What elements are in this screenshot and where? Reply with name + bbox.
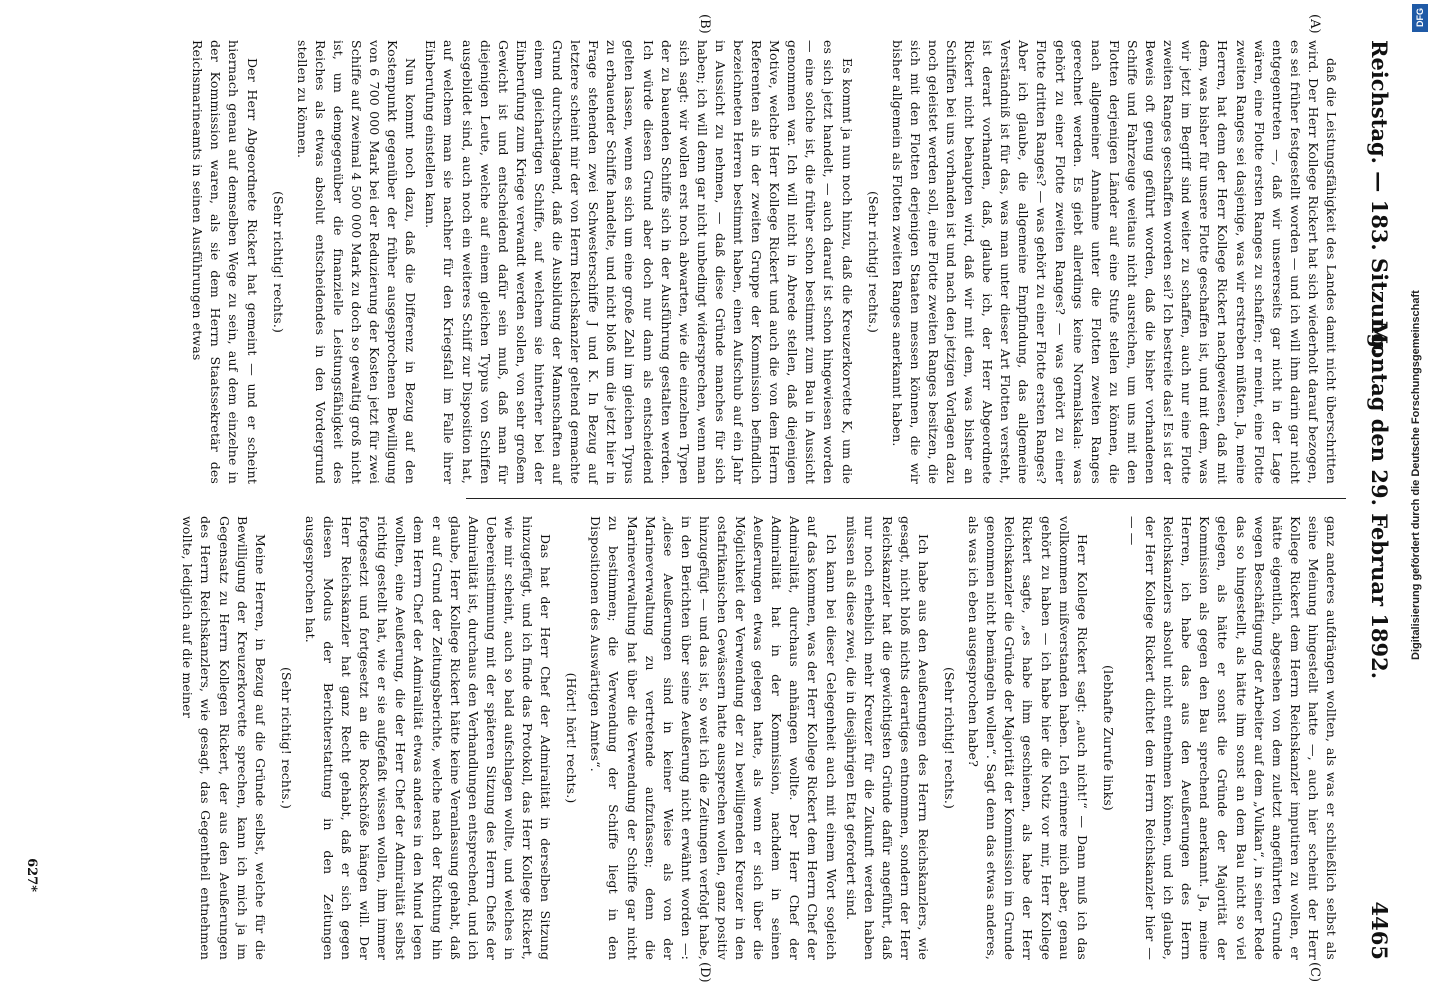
right-paragraph-1: ganz anderes aufdrängen wollten, als was er schließlich selbst als seine Meinung hingestellt hatte —, auch hier scheint der Herr Kollege Rickert dem Herrn Reichskanzler imputiren zu wollen, er hätte eigentlich, abgesehen von dem zuletzt angeführten Grunde wegen Beschäftigung der Arbeiter auf dem „Vulkan“, in seiner Rede das so hingestellt, als hätte ihm sonst an dem Bau nicht so viel gelegen, als hätte er sonst die Gründe der Majorität der Kommission als gegen den Bau sprechend anerkannt. Ja, meine Herren, ich habe das aus den Aeußerungen des Herrn Reichskanzlers absolut nicht entnehmen können, und ich glaube, der Herr Kollege Rickert dichtet dem Herrn Reichskanzler hier — — —: [1124, 516, 1339, 960]
page-header: [1360, 40, 1392, 960]
header-left: Reichstag. — 183. Sitzung.: [1367, 40, 1392, 356]
right-paragraph-2: Herr Kollege Rickert sagt: „auch nicht!“ — Dann muß ich das vollkommen mißverstanden haben. Ich erinnere mich aber, genau gehört zu haben — ich habe hier die Notiz vor mir, Herr Kollege Rickert sagte, „es habe ihm geschienen, als habe der Herr Reichskanzler die Gründe der Majorität der Kommission im Grunde genommen nicht bemängeln wollen“. Sagt denn das etwas anderes, als was ich eben ausgesprochen habe?: [966, 516, 1090, 960]
left-column: [190, 40, 1340, 484]
right-column: [180, 516, 1340, 960]
column-divider: [466, 498, 1346, 499]
header-date: Montag den 29. Februar 1892.: [1367, 320, 1392, 680]
dfg-logo: DFG: [1412, 4, 1428, 32]
right-paragraph-4: Ich kann bei dieser Gelegenheit auch mit einem Wort sogleich auf das kommen, was der Herr Kollege Rickert dem Herrn Chef der Admiralität, durchaus anhängen wollte. Der Herr Chef der Admiralität hat in der Kommission, nachdem in seinen Aeußerungen etwas gelegen hatte, als wenn er sich über die Möglichkeit der Verwendung der zu bewilligenden Kreuzer in den ostafrikanischen Gewässern hatte aussprechen wollen, ganz positiv hinzugefügt — und das ist, so weit ich die Zeitungen verfolgt habe, in den Berichten über seine Aeußerung nicht erwähnt worden —: „diese Aeußerungen sind in keiner Weise als von der Marineverwaltung zu vertretende aufzufassen; denn die Marineverwaltung hat über die Verwendung der Schiffe gar nicht zu bestimmen; die Verwendung der Schiffe liegt in den Dispositionen des Auswärtigen Amtes“.: [588, 516, 839, 960]
right-note-1: (lebhafte Zurufe links): [1100, 665, 1116, 811]
left-note-2: (Sehr richtig! rechts.): [270, 190, 286, 334]
right-note-3: (Hört! hört! rechts.): [564, 672, 580, 804]
dfg-credit-text: Digitalisierung gefördert durch die Deutsche Forschungsgemeinschaft: [1410, 290, 1422, 660]
margin-marker-d: (D): [697, 962, 712, 983]
right-paragraph-6: Meine Herren, in Bezug auf die Gründe selbst, welche für die Bewilligung der Kreuzerkorvette sprechen, kann ich mich ja im Gegensatz zu Herrn Kollegen Rickert, der aus den Aeußerungen des Herrn Reichskanzlers, wie gesagt, das Gegentheil entnehmen wollte, lediglich auf die meiner: [180, 516, 268, 960]
right-paragraph-3: Ich habe aus den Aeußerungen des Herrn Reichskanzlers, wie gesagt, nicht bloß nichts derartiges entnommen, sondern der Herr Reichskanzler hat die gewichtigsten Gründe dafür angeführt, daß nur noch erheblich mehr Kreuzer für die Zukunft werden haben müssen als diese zwei, die in diesjährigen Etat gefordert sind.: [843, 516, 932, 960]
left-paragraph-3: Nun kommt noch dazu, daß die Differenz in Bezug auf den Kostenpunkt gegenüber der früher ausgesprochenen Bewilligung von 6 700 000 Mark bei der Reduzierung der Kosten jetzt für zwei Schiffe auf zweimal 4 500 000 Mark zu doch so gewaltig groß nicht ist, um demgegenüber die finanzielle Leistungsfähigkeit des Reiches als etwas absolut entscheidendes in den Vordergrund stellen zu können.: [294, 40, 419, 484]
left-note-1: (Sehr richtig! rechts.): [865, 190, 881, 334]
left-paragraph-2: Es kommt ja nun noch hinzu, daß die Kreuzerkorvette K, um die es sich jetzt handelt, — auch darauf ist schon hingewiesen worden — eine solche ist, die früher schon bestimmt zum Bau in Aussicht genommen war. Ich will nicht in Abrede stellen, daß diejenigen Motive, welche Herr Kollege Rickert und auch die von dem Herrn Referenten als in der zweiten Gruppe der Kommission befindlich bezeichneten Herren bestimmt haben, einen Aufschub auf ein Jahr in Aussicht zu nehmen, — daß diese Gründe manches für sich haben; ich will denn gar nicht unbedingt widersprechen, wenn man sich sagt: wir wollen erst noch abwarten, wie die einzelnen Typen der zu bauenden Schiffe sich in der Ausführung gestalten werden. Ich würde diesen Grund aber doch nur dann als entscheidend gelten lassen, wenn es sich um eine große Zahl im gleichen Typus zu erbauender Schiffe handelte, und nicht bloß um die jetzt hier in Frage stehenden zwei Schwesterschiffe J und K. In Bezug auf letztere scheint mir der von Herrn Reichskanzler geltend gemachte Grund durchschlagend, daß die Ausbildung der Mannschaften auf einem gleichartigen Schiffe, auf welchem sie hinterher bei der Einberufung zum Kriege verwandt werden sollen, von sehr großem Gewicht ist und entscheidend dafür sein muß, daß man für diejenigen Leute, welche auf einem gleichen Typus von Schiffen ausgebildet sind, auch noch ein weiteres Schiff zur Disposition hat, auf welchem man sie nachher für den Kriegsfall im Falle ihrer Einberufung einstellen kann.: [423, 40, 855, 484]
margin-marker-c: (C): [1307, 962, 1322, 983]
margin-marker-b: (B): [697, 14, 712, 34]
right-note-2: (Sehr richtig! rechts.): [942, 666, 958, 810]
margin-marker-a: (A): [1307, 14, 1322, 34]
right-note-4: (Sehr richtig! rechts.): [278, 666, 294, 810]
signature-mark: 627*: [24, 858, 39, 892]
right-paragraph-5: Das hat der Herr Chef der Admiralität in derselben Sitzung hinzugefügt, und ich finde das Protokoll, das Herr Kollege Rickert, wie mir scheint, auch so bald aufschlagen wollte, und welches in Uebereinstimmung mit der späteren Sitzung des Herrn Chefs der Admiralität ist, durchaus den Verhandlungen entsprechend, und ich glaube, Herr Kollege Rickert hätte keine Veranlassung gehabt, daß er auf Grund der Zeitungsberichte, welche nach der Richtung hin dem Herrn Chef der Admiralität etwas anderes in den Mund legen wollten, eine Aeußerung, die der Herr Chef der Admiralität selbst richtig gestellt hat, wie er sie aufgefaßt wissen wollen, ihm immer fortgesetzt und fortgesetzt an die Rockschöße hängen will. Der Herr Reichskanzler hat ganz Recht gehabt, daß er sich gegen diesen Modus der Berichterstattung in den Zeitungen ausgesprochen hat.: [302, 516, 554, 960]
left-paragraph-1: daß die Leistungsfähigkeit des Landes damit nicht überschritten wird. Der Herr Kollege Rickert hat sich wiederholt darauf bezogen, es sei früher festgestellt worden — und ich will ihm darin gar nicht entgegentreten —, daß wir unsererseits gar nicht in der Lage wären, eine Flotte ersten Ranges zu schaffen; er meint, eine Flotte zweiten Ranges sei dasjenige, was wir erstreben müßten. Ja, meine Herren, hat denn der Herr Kollege Rickert nachgewiesen, daß mit dem, was bisher für unsere Flotte geschaffen ist, und mit dem, was wir jetzt im Begriff sind weiter zu schaffen, auch nur eine Flotte zweiten Ranges geschaffen worden sei? Ich bestreite das! Es ist der Beweis oft genug geführt worden, daß die bisher vorhandenen Schiffe und Fahrzeuge weitaus nicht ausreichen, um uns mit den Flotten derjenigen Länder auf eine Stufe stellen zu können, die nach allgemeiner Annahme unter die Flotten zweiten Ranges gerechnet werden. Es giebt allerdings keine Normalskala: was gehört zu einer Flotte zweiten Ranges? — was gehört zu einer Flotte dritten Ranges? — was gehört zu einer Flotte ersten Ranges? Aber ich glaube, die allgemeine Empfindung, das allgemeine Verständniß ist für das, was man unter dieser Art Flotten versteht, ist derart vorhanden, daß, glaube ich, der Herr Abgeordnete Rickert nicht behaupten wird, daß wir mit dem, was bisher an Schiffen bei uns vorhanden ist und nach den jetzigen Vorlagen dazu noch geleistet werden soll, eine Flotte zweiten Ranges besitzen, die sich mit den Flotten derjenigen Staaten messen können, die wir bisher allgemein als Flotten zweiten Ranges anerkannt haben.: [889, 40, 1339, 484]
left-paragraph-4: Der Herr Abgeordnete Rickert hat gemeint — und er scheint hiernach genau auf demselben Wege zu sein, auf dem einzelne in der Kommission waren, als sie dem Herrn Staatssekretär des Reichsmarineamts in seinen Ausführungen etwas: [190, 40, 260, 484]
page-number: 4465: [1367, 901, 1392, 960]
dfg-credit-strip: [1408, 0, 1432, 1000]
